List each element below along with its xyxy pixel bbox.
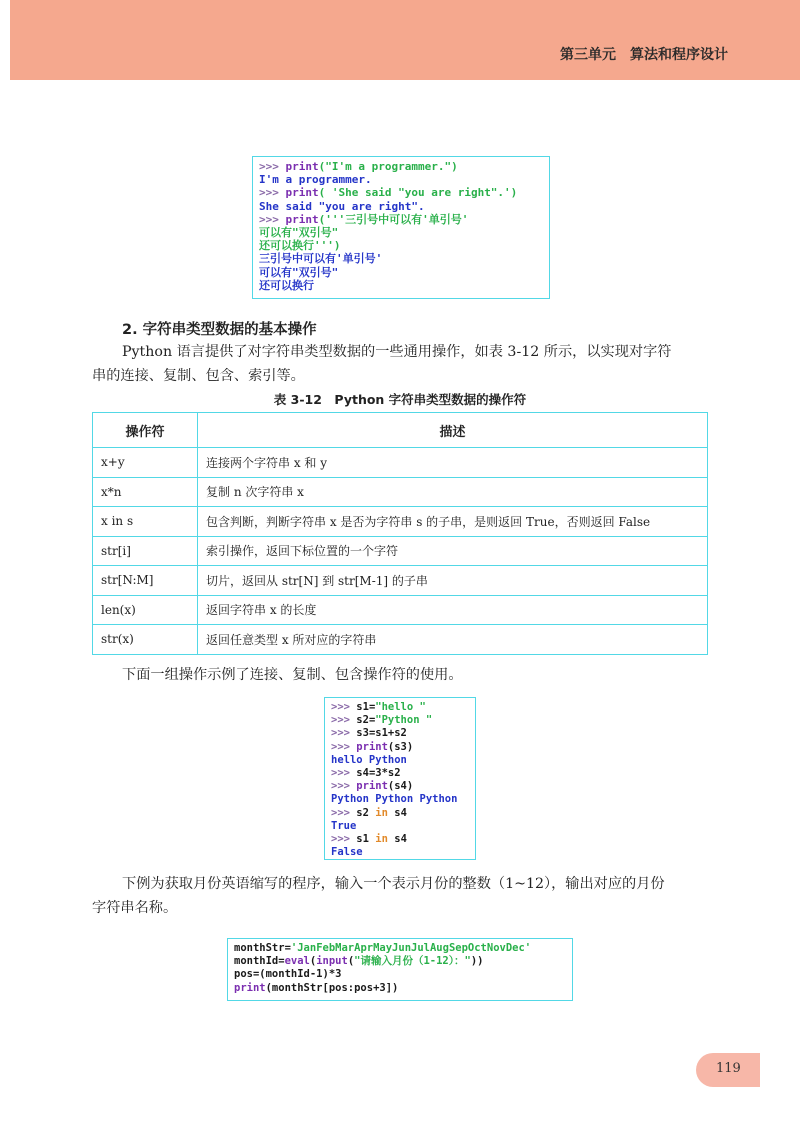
operator-cell: str[N:M]: [93, 566, 198, 596]
code-token: (monthStr[pos:pos+3]): [265, 981, 399, 994]
code-line: [331, 701, 469, 714]
code-token: monthId=: [234, 955, 285, 968]
code-token: hello Python: [331, 753, 407, 766]
code-line: [331, 807, 469, 820]
code-token: eval: [284, 955, 310, 968]
code-token: >>>: [331, 727, 357, 740]
code-line: [259, 252, 543, 265]
code-token: >>>: [259, 186, 286, 200]
description-cell: 返回字符串 x 的长度: [198, 595, 708, 625]
code-line: [234, 955, 566, 968]
code-token: s1: [356, 832, 376, 845]
description-cell: 返回任意类型 x 所对应的字符串: [198, 625, 708, 655]
description-cell: 复制 n 次字符串 x: [198, 477, 708, 507]
code-token: "请输入月份（1-12）：": [354, 955, 471, 968]
code-token: >>>: [259, 160, 286, 173]
code-token: False: [331, 846, 363, 859]
table-row: [93, 536, 708, 566]
code-token: s1=: [356, 701, 376, 713]
code-token: She said "you are right".: [259, 199, 425, 213]
page-header: [10, 0, 800, 80]
code-token: (s3): [387, 740, 414, 753]
code-line: [259, 160, 543, 173]
code-token: 可以有"双引号": [259, 265, 339, 279]
page-number: 119: [716, 1061, 741, 1076]
code-token: print: [285, 160, 319, 173]
code-line: [331, 754, 469, 767]
operator-cell: x+y: [93, 448, 198, 478]
code-token: )): [470, 955, 484, 968]
operator-cell: str(x): [93, 625, 198, 655]
code-token: pos=(monthId-1)*3: [234, 968, 342, 981]
code-line: [259, 279, 543, 292]
operator-cell: str[i]: [93, 536, 198, 566]
intro-paragraph-line-1: Python 语言提供了对字符串类型数据的一些通用操作，如表 3-12 所示，以实现对字符: [122, 344, 672, 360]
code-token: >>>: [331, 780, 357, 793]
code-token: True: [331, 819, 357, 832]
table-row: [93, 448, 708, 478]
code-token: s2: [356, 806, 376, 819]
code-line: [331, 820, 469, 833]
description-cell: 连接两个字符串 x 和 y: [198, 448, 708, 478]
code-token: s4: [387, 832, 407, 845]
code-block-month-program: [227, 938, 573, 1001]
code-block-string-ops: [324, 697, 476, 860]
table-row: [93, 595, 708, 625]
code-line: [331, 780, 469, 793]
program-intro-line-2: 字符串名称。: [92, 900, 178, 916]
code-token: s2=: [356, 714, 376, 727]
code-token: input: [316, 955, 348, 968]
intro-paragraph-line-2: 串的连接、复制、包含、索引等。: [92, 368, 305, 384]
table-row: [93, 507, 708, 537]
code-token: 可以有"双引号": [259, 225, 339, 239]
example-intro: 下面一组操作示例了连接、复制、包含操作符的使用。: [122, 667, 463, 683]
code-token: >>>: [331, 701, 357, 713]
code-line: [331, 767, 469, 780]
code-token: (s4): [387, 780, 414, 793]
code-block-string-quotes: [252, 156, 550, 299]
code-line: [331, 741, 469, 754]
table-row: [93, 566, 708, 596]
code-token: print: [356, 780, 388, 793]
code-token: (: [309, 955, 317, 968]
code-token: >>>: [331, 806, 357, 819]
code-token: "Python ": [375, 714, 433, 727]
code-line: [259, 186, 543, 199]
code-token: >>>: [331, 766, 357, 779]
code-line: [234, 982, 566, 995]
code-line: [259, 266, 543, 279]
header-description: 描述: [198, 413, 708, 448]
code-line: [331, 833, 469, 846]
operator-cell: x in s: [93, 507, 198, 537]
code-line: [331, 727, 469, 740]
code-token: monthStr=: [234, 942, 291, 954]
code-token: 三引号中可以有'单引号': [259, 252, 383, 266]
code-line: [234, 968, 566, 981]
code-line: [234, 942, 566, 955]
table-caption: 表 3-12 Python 字符串类型数据的操作符: [273, 392, 527, 407]
code-token: Python Python Python: [331, 793, 458, 806]
operator-cell: len(x): [93, 595, 198, 625]
description-cell: 包含判断，判断字符串 x 是否为字符串 s 的子串，是则返回 True，否则返回 False: [198, 507, 708, 537]
code-token: ('''三引号中可以有'单引号': [318, 212, 469, 226]
code-token: ("I'm a programmer."): [318, 160, 458, 173]
code-token: in: [375, 806, 388, 819]
description-cell: 切片，返回从 str[N] 到 str[M-1] 的子串: [198, 566, 708, 596]
operators-table: [92, 412, 708, 655]
operator-cell: x*n: [93, 477, 198, 507]
description-cell: 索引操作，返回下标位置的一个字符: [198, 536, 708, 566]
chapter-title: 第三单元 算法和程序设计: [560, 47, 728, 63]
section-heading: 2. 字符串类型数据的基本操作: [122, 322, 317, 338]
code-token: 还可以换行: [259, 278, 314, 292]
code-line: [259, 200, 543, 213]
code-token: print: [356, 740, 388, 753]
header-operator: 操作符: [93, 413, 198, 448]
code-token: print: [234, 981, 266, 994]
code-token: print: [285, 186, 319, 200]
table-row: [93, 625, 708, 655]
code-line: [331, 846, 469, 859]
code-token: >>>: [259, 212, 286, 226]
code-token: print: [285, 212, 319, 226]
code-line: [259, 226, 543, 239]
code-token: s4=3*s2: [356, 766, 401, 779]
page-number-tab: [696, 1053, 760, 1087]
code-token: s4: [387, 806, 407, 819]
code-line: [331, 793, 469, 806]
code-token: s3=s1+s2: [356, 727, 407, 740]
code-line: [259, 173, 543, 186]
code-token: >>>: [331, 714, 357, 727]
table-row: [93, 477, 708, 507]
code-token: "hello ": [375, 701, 426, 713]
code-line: [331, 714, 469, 727]
code-token: ( 'She said "you are right".'): [318, 186, 518, 200]
program-intro-line-1: 下例为获取月份英语缩写的程序，输入一个表示月份的整数（1~12），输出对应的月份: [122, 876, 665, 892]
code-token: in: [375, 832, 388, 845]
code-token: 'JanFebMarAprMayJunJulAugSepOctNovDec': [290, 942, 532, 954]
code-token: >>>: [331, 832, 357, 845]
code-token: >>>: [331, 740, 357, 753]
code-token: (: [347, 955, 355, 968]
code-line: [259, 239, 543, 252]
table-header-row: [93, 413, 708, 448]
code-token: 还可以换行'''): [259, 239, 341, 253]
code-line: [259, 213, 543, 226]
code-token: I'm a programmer.: [259, 173, 372, 187]
